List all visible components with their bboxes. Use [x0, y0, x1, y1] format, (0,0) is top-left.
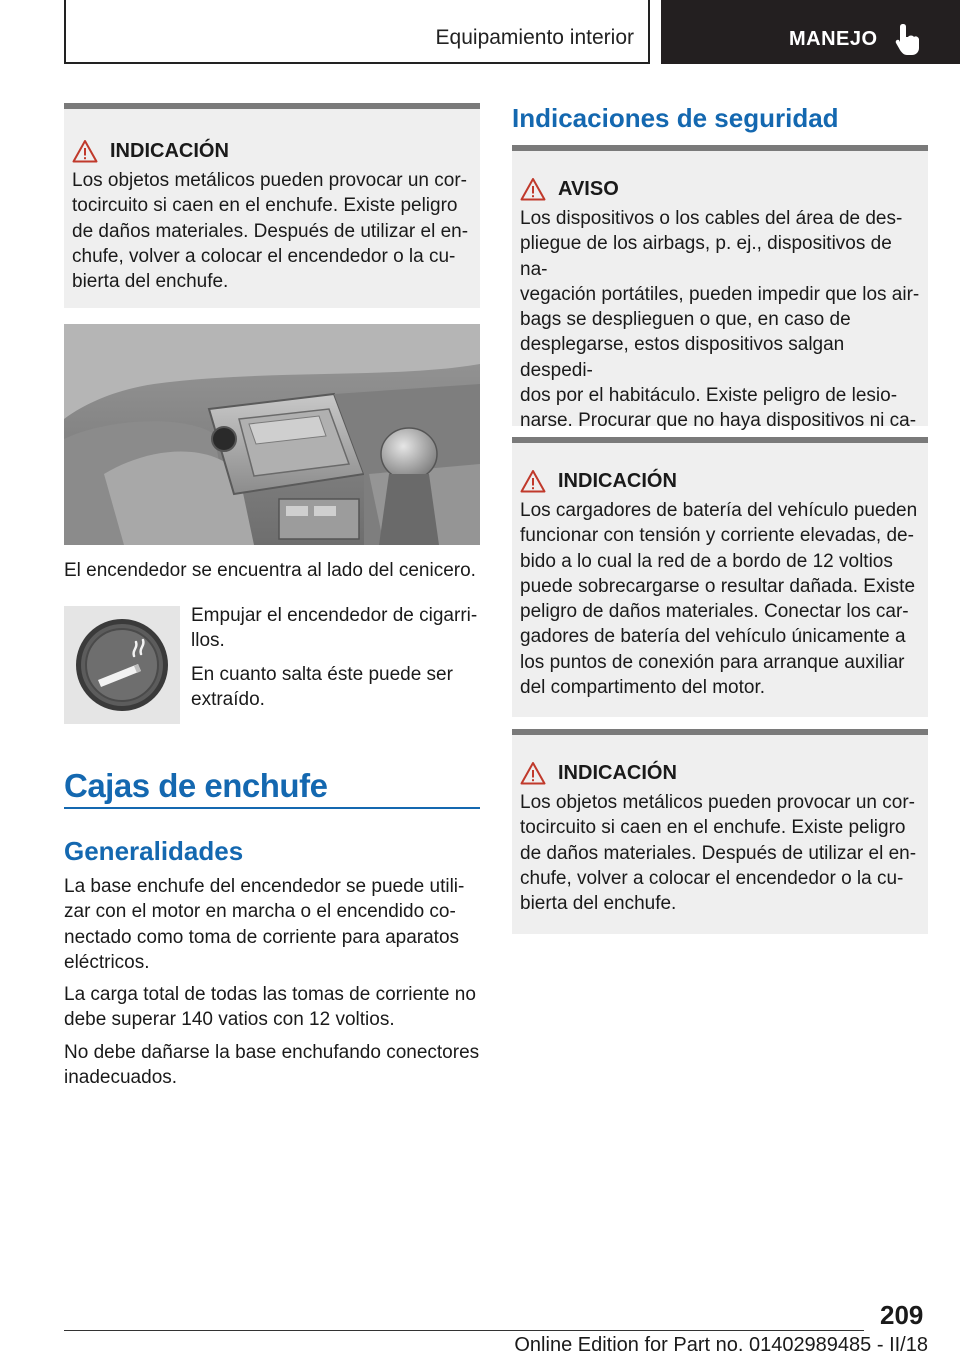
paragraph-line: debe superar 140 vatios con 12 voltios. [64, 1009, 395, 1031]
notice-body [520, 206, 920, 459]
section-title-cajas: Cajas de enchufe [64, 767, 328, 804]
footer-rule [64, 1330, 864, 1331]
notice-box-left [64, 103, 480, 308]
notice-box-aviso [512, 145, 928, 432]
notice-line: tocircuito si caen en el enchufe. Existe peligro [72, 195, 458, 217]
notice-line: vegación portátiles, pueden impedir que los air‐ [520, 283, 920, 305]
notice-title: INDICACIÓN [558, 761, 677, 784]
notice-line: chufe, volver a colocar el encendedor o la cu‐ [520, 867, 904, 889]
notice-line: chufe, volver a colocar el encendedor o la cu‐ [72, 245, 456, 267]
subsection-title-generalidades: Generalidades [64, 836, 244, 866]
notice-header [520, 761, 920, 785]
paragraph-line: No debe dañarse la base enchufando conectores [64, 1042, 480, 1063]
footer-edition: Online Edition for Part no. 01402989485 - II/18 [514, 1334, 928, 1356]
notice-title: AVISO [558, 177, 619, 200]
cigarette-lighter-button-icon [64, 606, 180, 724]
paragraph-1 [64, 874, 484, 975]
step-line: llos. [191, 630, 225, 652]
notice-line: de daños materiales. Después de utilizar el en‐ [72, 220, 469, 242]
notice-header [520, 177, 920, 201]
notice-line: peligro de daños materiales. Conectar los car‐ [520, 601, 909, 623]
warning-triangle-icon [520, 177, 546, 201]
header-chapter-tab [661, 0, 960, 64]
paragraph-line: inadecuados. [64, 1067, 178, 1089]
section-title-seguridad: Indicaciones de seguridad [512, 103, 839, 133]
console-photo [64, 324, 480, 545]
notice-line: puede sobrecargarse o resultar dañada. Existe [520, 575, 916, 597]
hand-pointer-icon [895, 22, 921, 56]
notice-line: gadores de batería del vehículo únicamente a [520, 626, 906, 648]
notice-title: INDICACIÓN [558, 469, 677, 492]
notice-line: Los cargadores de batería del vehículo pueden [520, 500, 918, 521]
paragraph-line: nectado como toma de corriente para aparatos [64, 926, 460, 948]
paragraph-line: eléctricos. [64, 951, 150, 973]
step-line: En cuanto salta éste puede ser [191, 664, 453, 685]
notice-line: tocircuito si caen en el enchufe. Existe peligro [520, 817, 906, 839]
lighter-step-2 [191, 662, 480, 713]
paragraph-2 [64, 982, 484, 1033]
notice-body [520, 790, 920, 916]
notice-line: desplegarse, estos dispositivos salgan despedi‐ [520, 334, 845, 381]
notice-line: de daños materiales. Después de utilizar el en‐ [520, 842, 917, 864]
notice-line: funcionar con tensión y corriente elevadas, de‐ [520, 525, 914, 547]
warning-triangle-icon [520, 469, 546, 493]
notice-box-indicacion-2 [512, 729, 928, 934]
notice-line: bido a lo cual la red de a bordo de 12 voltios [520, 550, 893, 572]
lighter-step-1 [191, 603, 480, 654]
page-number: 209 [880, 1300, 924, 1330]
notice-title: INDICACIÓN [110, 139, 229, 162]
notice-line: Los objetos metálicos pueden provocar un cor‐ [72, 170, 468, 191]
notice-box-indicacion-1 [512, 437, 928, 717]
header-chapter-title: MANEJO [789, 28, 878, 50]
notice-header [72, 139, 472, 163]
section-rule [64, 807, 480, 809]
notice-line: dos por el habitáculo. Existe peligro de lesio‐ [520, 385, 898, 407]
notice-line: pliegue de los airbags, p. ej., dispositivos de na‐ [520, 233, 892, 280]
notice-line: bags se desplieguen o que, en caso de [520, 309, 851, 331]
paragraph-line: zar con el motor en marcha o el encendido co‐ [64, 901, 456, 923]
notice-line: bierta del enchufe. [520, 893, 677, 915]
header-section-box [64, 0, 650, 64]
console-illustration [64, 324, 480, 545]
step-line: Empujar el encendedor de cigarri‐ [191, 605, 478, 626]
header-section-title: Equipamiento interior [435, 26, 634, 49]
warning-triangle-icon [520, 761, 546, 785]
notice-line: los puntos de conexión para arranque auxiliar [520, 651, 905, 673]
lighter-icon-frame [64, 606, 180, 724]
paragraph-line: La base enchufe del encendedor se puede utili‐ [64, 876, 465, 897]
notice-line: bierta del enchufe. [72, 271, 229, 293]
notice-header [520, 469, 920, 493]
notice-body [520, 498, 920, 700]
paragraph-line: La carga total de todas las tomas de corriente no [64, 984, 476, 1005]
warning-triangle-icon [72, 139, 98, 163]
notice-line: Los dispositivos o los cables del área de des‐ [520, 208, 903, 229]
notice-line: Los objetos metálicos pueden provocar un cor‐ [520, 792, 916, 813]
step-line: extraído. [191, 689, 265, 711]
photo-caption: El encendedor se encuentra al lado del cenicero. [64, 560, 476, 581]
notice-line: narse. Procurar que no haya dispositivos ni ca‐ [520, 410, 917, 432]
paragraph-3 [64, 1040, 484, 1091]
notice-line: del compartimento del motor. [520, 677, 766, 699]
notice-body [72, 168, 472, 294]
